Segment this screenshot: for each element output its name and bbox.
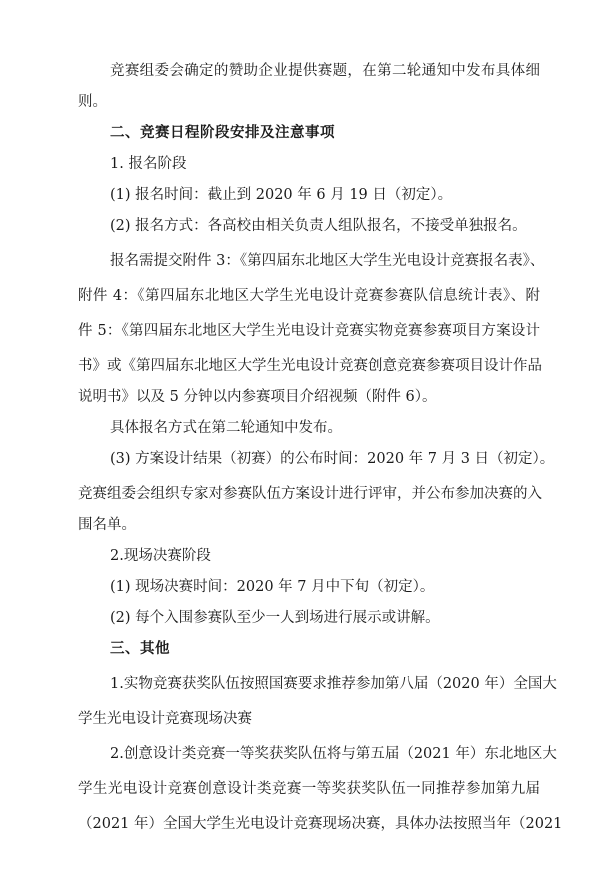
final-stage-presentation: (2) 每个入围参赛队至少一人到场进行展示或讲解。 [110, 610, 440, 626]
preliminary-results-line-2: 竞赛组委会组织专家对参赛队伍方案设计进行评审，并公布参加决赛的入 [78, 486, 542, 502]
other-item-1-line-1: 1.实物竞赛获奖队伍按照国赛要求推荐参加第八届（2020 年）全国大 [110, 676, 557, 692]
other-item-2-line-2: 学生光电设计竞赛创意设计类竞赛一等奖获奖队伍一同推荐参加第九届 [78, 781, 540, 797]
other-item-2-line-3: （2021 年）全国大学生光电设计竞赛现场决赛，具体办法按照当年（2021 [78, 816, 563, 832]
preliminary-results-line-3: 围名单。 [78, 517, 136, 533]
paragraph-sponsor-line-2: 则。 [78, 94, 107, 110]
subheading-registration: 1. 报名阶段 [110, 156, 187, 172]
attachment-paragraph-line-5: 说明书》以及 5 分钟以内参赛项目介绍视频（附件 6）。 [78, 389, 437, 405]
preliminary-results-line-1: (3) 方案设计结果（初赛）的公布时间：2020 年 7 月 3 日（初定）。 [110, 451, 555, 467]
other-item-2-line-1: 2.创意设计类竞赛一等奖获奖队伍将与第五届（2021 年）东北地区大 [110, 746, 557, 762]
other-item-1-line-2: 学生光电设计竞赛现场决赛 [78, 711, 252, 727]
subheading-final-stage: 2.现场决赛阶段 [110, 548, 211, 564]
final-stage-time: (1) 现场决赛时间：2020 年 7 月中下旬（初定）。 [110, 579, 435, 595]
attachment-paragraph-line-1: 报名需提交附件 3：《第四届东北地区大学生光电设计竞赛报名表》、 [110, 253, 545, 269]
attachment-paragraph-line-4: 书》或《第四届东北地区大学生光电设计竞赛创意竞赛参赛项目设计作品 [78, 358, 542, 374]
registration-method: (2) 报名方式：各高校由相关负责人组队报名，不接受单独报名。 [110, 218, 527, 234]
paragraph-sponsor-line-1: 竞赛组委会确定的赞助企业提供赛题，在第二轮通知中发布具体细 [110, 63, 540, 79]
section-heading-other: 三、其他 [110, 640, 170, 657]
attachment-paragraph-line-2: 附件 4：《第四届东北地区大学生光电设计竞赛参赛队信息统计表》、附 [78, 288, 540, 304]
attachment-paragraph-line-3: 件 5：《第四届东北地区大学生光电设计竞赛实物竞赛参赛项目方案设计 [78, 323, 540, 339]
registration-time: (1) 报名时间：截止到 2020 年 6 月 19 日（初定）。 [110, 187, 453, 203]
section-heading-schedule: 二、竞赛日程阶段安排及注意事项 [110, 124, 335, 141]
registration-details-note: 具体报名方式在第二轮通知中发布。 [110, 420, 342, 436]
